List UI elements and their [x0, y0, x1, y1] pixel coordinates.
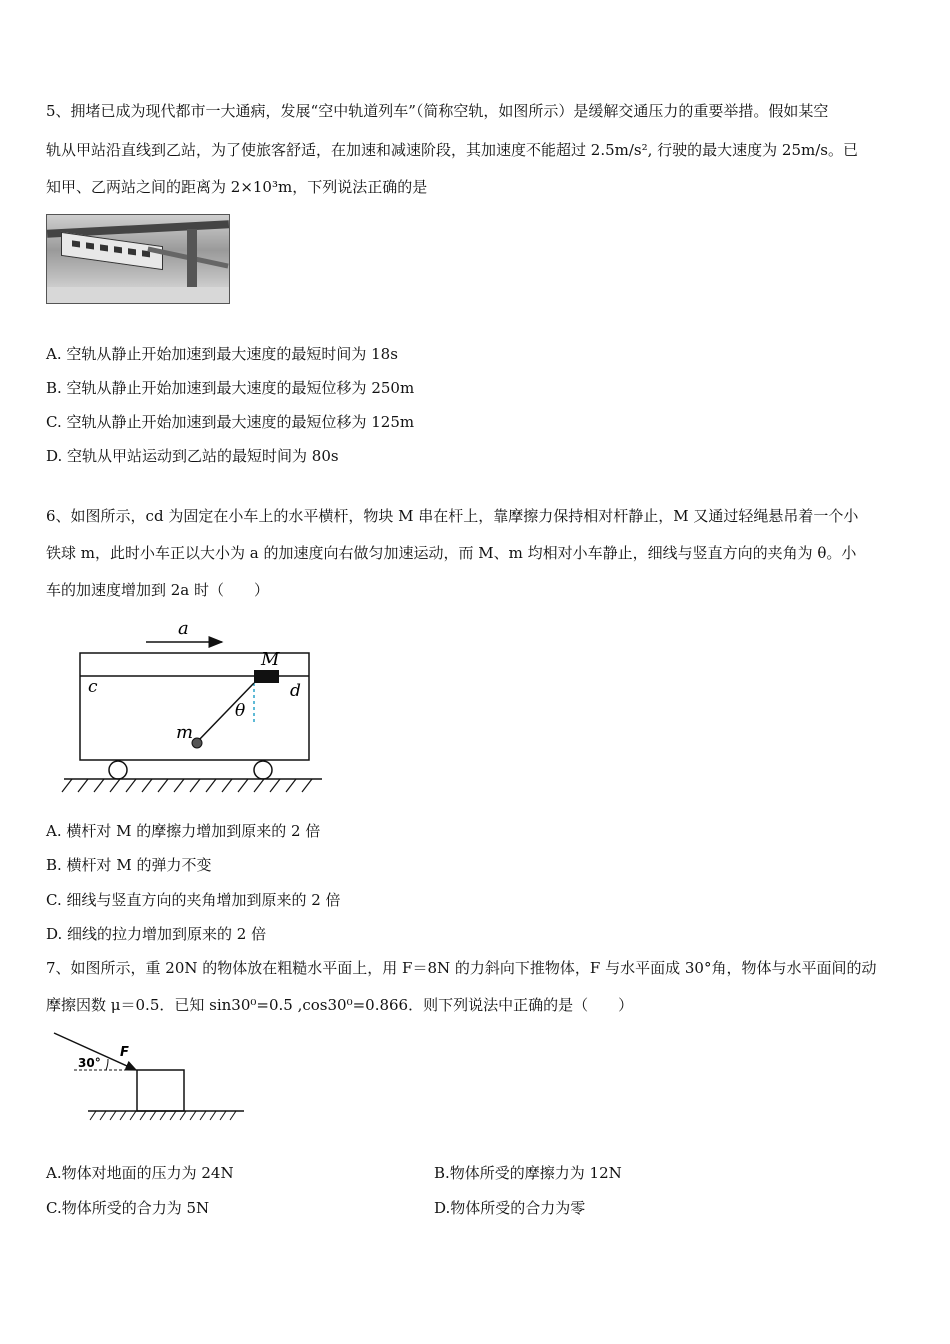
ground-hatching — [62, 779, 312, 792]
floor-hatching — [90, 1111, 236, 1120]
q5-option-c: C. 空轨从静止开始加速到最大速度的最短位移为 125m — [46, 413, 415, 431]
q6-line-3: 车的加速度增加到 2a 时（ ） — [46, 581, 270, 599]
left-wheel — [109, 761, 127, 779]
label-a: a — [178, 618, 189, 639]
force-diagram — [48, 1030, 248, 1126]
q5-line-2: 轨从甲站沿直线到乙站，为了使旅客舒适，在加速和减速阶段，其加速度不能超过 2.5m/s², 行驶的最大速度为 25m/s。已 — [46, 141, 858, 159]
q6-option-d: D. 细线的拉力增加到原来的 2 倍 — [46, 925, 267, 943]
label-d: d — [290, 681, 301, 701]
cart-diagram — [58, 612, 328, 797]
q5-option-a: A. 空轨从静止开始加速到最大速度的最短时间为 18s — [46, 345, 398, 363]
q7-option-a: A.物体对地面的压力为 24N — [46, 1164, 234, 1182]
label-c: c — [88, 677, 98, 697]
q7-option-c: C.物体所受的合力为 5N — [46, 1199, 210, 1217]
q6-line-1: 6、如图所示，cd 为固定在小车上的水平横杆，物块 M 串在杆上，靠摩擦力保持相对杆静止，M 又通过轻绳悬吊着一个小 — [46, 507, 859, 525]
q7-line-2: 摩擦因数 μ＝0.5．已知 sin30⁰=0.5 ,cos30⁰=0.866．则下列说法中正确的是（ ） — [46, 996, 634, 1014]
label-m: m — [176, 722, 194, 743]
monorail-photo — [46, 214, 230, 304]
q6-line-2: 铁球 m，此时小车正以大小为 a 的加速度向右做匀加速运动，而 M、m 均相对小车静止，细线与竖直方向的夹角为 θ。小 — [46, 544, 857, 562]
q7-line-1: 7、如图所示，重 20N 的物体放在粗糙水平面上，用 F＝8N 的力斜向下推物体，F 与水平面成 30°角，物体与水平面间的动 — [46, 959, 877, 977]
q5-line-1: 5、拥堵已成为现代都市一大通病，发展“空中轨道列车”（简称空轨，如图所示）是缓解交通压力的重要举措。假如某空 — [46, 102, 829, 120]
q6-option-c: C. 细线与竖直方向的夹角增加到原来的 2 倍 — [46, 891, 341, 909]
q6-option-b: B. 横杆对 M 的弹力不变 — [46, 856, 212, 874]
right-wheel — [254, 761, 272, 779]
ground-strip — [47, 287, 229, 303]
q5-option-b: B. 空轨从静止开始加速到最大速度的最短位移为 250m — [46, 379, 415, 397]
angle-arc — [106, 1059, 108, 1070]
string — [197, 683, 254, 742]
label-M: M — [261, 649, 280, 670]
block — [137, 1070, 184, 1111]
q6-option-a: A. 横杆对 M 的摩擦力增加到原来的 2 倍 — [46, 822, 321, 840]
force-label: F — [120, 1045, 129, 1060]
angle-label: 30° — [78, 1056, 101, 1070]
ball-m — [192, 738, 202, 748]
q5-line-3: 知甲、乙两站之间的距离为 2×10³m，下列说法正确的是 — [46, 178, 428, 196]
block-M — [254, 670, 279, 683]
q5-option-d: D. 空轨从甲站运动到乙站的最短时间为 80s — [46, 447, 339, 465]
q7-option-b: B.物体所受的摩擦力为 12N — [434, 1164, 622, 1182]
label-theta: θ — [235, 701, 246, 721]
q7-option-d: D.物体所受的合力为零 — [434, 1199, 586, 1217]
